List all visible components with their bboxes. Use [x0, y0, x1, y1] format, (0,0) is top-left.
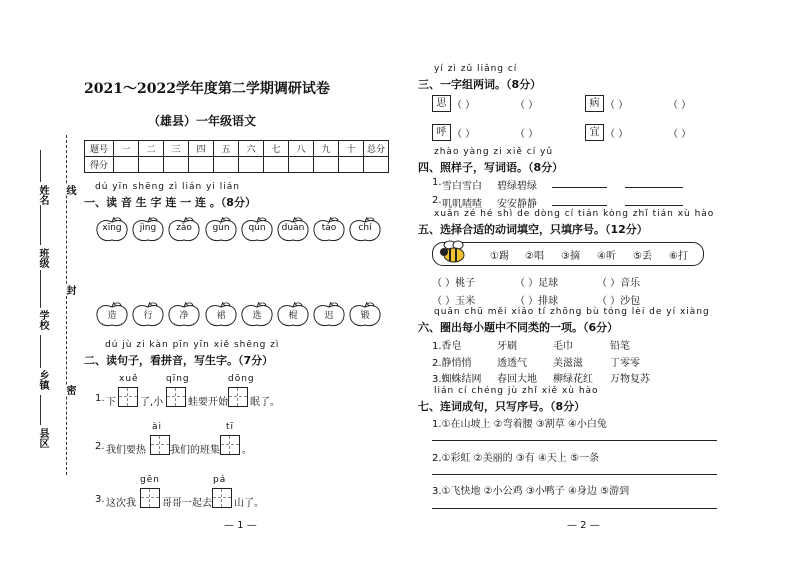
s2-item2-pinyin: ài: [152, 422, 163, 432]
s2-item3-pinyin: pá: [213, 475, 227, 485]
section1-title: 一、读 音 生 字 连 一 连 。（8分）: [84, 196, 256, 209]
page-number-2: — 2 —: [567, 520, 600, 531]
s6-word[interactable]: 铅笔: [610, 341, 630, 352]
s2-item2-pinyin: tī: [226, 422, 235, 432]
score-input-cell[interactable]: [264, 157, 289, 173]
binding-field-township: 乡镇: [37, 370, 48, 390]
apple-shape[interactable]: [312, 217, 346, 243]
s5-option: ④听: [597, 251, 616, 262]
s6-word[interactable]: 柳绿花红: [553, 374, 593, 385]
section3-title: 三、一字组两词。（8分）: [418, 78, 542, 91]
writing-box[interactable]: [228, 387, 248, 407]
s3-char-box: 宜: [585, 124, 604, 141]
exam-title: 2021～2022学年度第二学期调研试卷: [84, 81, 330, 97]
score-input-cell[interactable]: [114, 157, 139, 173]
s6-word[interactable]: 丁零零: [610, 358, 640, 369]
s6-word[interactable]: 毛巾: [553, 341, 573, 352]
s2-item2-part: 我们的班集: [170, 445, 220, 456]
s5-blank-item[interactable]: （ ）玉米: [432, 296, 476, 307]
s2-item1-part: 下: [106, 397, 116, 408]
s5-blank-item[interactable]: （ ）足球: [515, 278, 559, 289]
s2-item1-part: 了,小: [140, 397, 164, 408]
section7-title: 七、连词成句，只写序号。（8分）: [418, 400, 586, 413]
score-table-score-row: [85, 157, 389, 173]
binding-field-county-line: [40, 395, 41, 425]
apple-shape[interactable]: [312, 302, 346, 328]
s4-item-no: 2.: [432, 195, 442, 206]
s2-item1-pinyin: xuě: [119, 374, 139, 384]
s6-word[interactable]: 万物复苏: [610, 374, 650, 385]
apple-char: 净: [179, 311, 189, 321]
s6-word[interactable]: 美滋滋: [553, 358, 583, 369]
writing-box[interactable]: [118, 387, 138, 407]
section5-pinyin: xuǎn zé hé shì de dòng cí tián kòng zhǐ tián xù hào: [434, 209, 715, 219]
section6-pinyin: quān chū měi xiǎo tí zhōng bù tóng lèi de yí xiàng: [434, 307, 710, 317]
apple-shape[interactable]: [240, 217, 274, 243]
apple-pinyin: táo: [321, 223, 337, 233]
s7-answer-line[interactable]: [432, 508, 717, 509]
apple-char: 迟: [324, 311, 334, 321]
score-cell: 四: [189, 141, 214, 157]
s3-blank[interactable]: （ ）: [668, 100, 692, 111]
s3-blank[interactable]: （ ）: [515, 129, 539, 140]
section5-title: 五、选择合适的动词填空，只填序号。（12分）: [418, 223, 648, 236]
s7-item: 2.①彩虹 ②美丽的 ③有 ④天上 ⑤一条: [432, 453, 600, 464]
s3-blank[interactable]: （ ）: [605, 129, 629, 140]
score-table: [84, 140, 389, 173]
score-table-header-row: [85, 141, 389, 157]
score-input-cell[interactable]: [139, 157, 164, 173]
binding-field-class: 班级: [37, 248, 48, 268]
s4-item-example: 安安静静: [497, 199, 537, 210]
score-input-cell[interactable]: [364, 157, 389, 173]
s2-item1-pinyin: qīng: [166, 374, 190, 384]
writing-box[interactable]: [220, 435, 240, 455]
s6-word[interactable]: 透透气: [497, 358, 527, 369]
binding-mark-feng: 封: [64, 285, 75, 295]
s5-blank-item[interactable]: （ ）沙包: [597, 296, 641, 307]
apple-shape[interactable]: [240, 302, 274, 328]
apple-shape[interactable]: [348, 217, 382, 243]
section2-pinyin: dú jù zi kàn pīn yīn xiě shēng zì: [105, 340, 280, 350]
section3-pinyin: yí zì zǔ liǎng cí: [434, 64, 518, 74]
binding-mark-xian: 线: [64, 185, 75, 195]
s2-item3-no: 3.: [95, 494, 105, 505]
s2-item1-pinyin: dōng: [228, 374, 255, 384]
s5-blank-item[interactable]: （ ）音乐: [597, 278, 641, 289]
s4-blank[interactable]: [552, 187, 607, 188]
apple-shape[interactable]: [95, 217, 129, 243]
s4-blank[interactable]: [625, 187, 683, 188]
apple-shape[interactable]: [204, 217, 238, 243]
s3-blank[interactable]: （ ）: [452, 129, 476, 140]
s5-blank-item[interactable]: （ ）桃子: [432, 278, 476, 289]
apple-pinyin: chí: [358, 223, 372, 233]
s4-blank[interactable]: [552, 205, 607, 206]
s2-item2-part: 我们要热: [106, 445, 146, 456]
apple-pinyin: duàn: [281, 223, 305, 233]
binding-field-name: 姓名: [37, 185, 48, 205]
apple-shape[interactable]: [276, 217, 310, 243]
apple-pinyin: xīng: [102, 223, 122, 233]
score-input-cell[interactable]: [189, 157, 214, 173]
s5-option: ⑥打: [669, 251, 688, 262]
s2-item3-part: 哥哥一起去: [162, 498, 212, 509]
writing-box[interactable]: [166, 387, 186, 407]
apple-shape[interactable]: [131, 217, 165, 243]
binding-field-name-line: [40, 150, 41, 182]
apple-char: 裙: [216, 311, 226, 321]
apple-shape[interactable]: [95, 302, 129, 328]
score-cell: 七: [264, 141, 289, 157]
s7-item: 1.①在山坡上 ②弯着腰 ③割草 ④小白兔: [432, 419, 607, 430]
bee-icon: [438, 236, 468, 266]
binding-field-school: 学校: [37, 310, 48, 330]
score-cell: 三: [164, 141, 189, 157]
s6-word[interactable]: 3.蜘蛛结网: [432, 374, 482, 385]
s3-blank[interactable]: （ ）: [515, 100, 539, 111]
s4-item-word: 雪白雪白: [442, 181, 482, 192]
section2-title: 二、读句子，看拼音，写生字。（7分）: [84, 354, 274, 367]
s4-item-no: 1.: [432, 177, 442, 188]
writing-box[interactable]: [150, 435, 170, 455]
section7-pinyin: lián cí chéng jù zhǐ xiě xù hào: [434, 386, 599, 396]
apple-char: 锻: [360, 311, 370, 321]
s4-item-word: 叽叽喳喳: [442, 199, 482, 210]
s3-blank[interactable]: （ ）: [605, 100, 629, 111]
apple-char: 造: [107, 311, 117, 321]
exam-subtitle: （雄县）一年级语文: [148, 114, 257, 128]
s6-word[interactable]: 春回大地: [497, 374, 537, 385]
score-input-cell[interactable]: [239, 157, 264, 173]
score-cell: 六: [239, 141, 264, 157]
page-number-1: — 1 —: [224, 520, 257, 531]
s2-item2-part: 。: [242, 445, 252, 456]
s6-word[interactable]: 1.香皂: [432, 341, 462, 352]
apple-shape[interactable]: [348, 302, 382, 328]
score-input-cell[interactable]: [314, 157, 339, 173]
s5-blank-item[interactable]: （ ）排球: [515, 296, 559, 307]
s2-item3-part: 山了。: [234, 498, 264, 509]
score-cell: 一: [114, 141, 139, 157]
s3-char-box: 呼: [432, 124, 451, 141]
score-cell: 题号: [85, 141, 114, 157]
s7-answer-line[interactable]: [432, 440, 717, 441]
apple-shape[interactable]: [276, 302, 310, 328]
s3-char-box: 思: [432, 95, 451, 112]
binding-field-school-line: [40, 270, 41, 308]
score-cell: 八: [289, 141, 314, 157]
apple-char: 选: [252, 311, 262, 321]
apple-char: 行: [143, 311, 153, 321]
s2-item3-pinyin: gēn: [140, 475, 160, 485]
s6-word[interactable]: 牙刷: [497, 341, 517, 352]
score-input-cell[interactable]: [164, 157, 189, 173]
apple-shape[interactable]: [167, 217, 201, 243]
s5-option: ⑤丢: [633, 251, 652, 262]
s2-item1-part: 蛙要开始: [188, 397, 228, 408]
score-cell: 二: [139, 141, 164, 157]
apple-pinyin: jìng: [139, 223, 157, 233]
section4-pinyin: zhào yàng zi xiě cí yǔ: [434, 147, 554, 157]
score-row-label: 得分: [85, 157, 114, 173]
writing-box[interactable]: [140, 488, 160, 508]
s5-option: ②唱: [525, 251, 544, 262]
s7-item: 3.①飞快地 ②小公鸡 ③小鸭子 ④身边 ⑤游到: [432, 486, 630, 497]
s2-item3-part: 这次我: [106, 498, 136, 509]
section6-title: 六、圈出每小题中不同类的一项。（6分）: [418, 321, 619, 334]
s7-answer-line[interactable]: [432, 474, 717, 475]
s3-blank[interactable]: （ ）: [668, 129, 692, 140]
score-cell: 五: [214, 141, 239, 157]
binding-field-township-line: [40, 335, 41, 368]
s4-blank[interactable]: [625, 205, 683, 206]
binding-field-class-line: [40, 205, 41, 245]
s3-char-box: 病: [585, 95, 604, 112]
score-cell: 总分: [364, 141, 389, 157]
section4-title: 四、照样子，写词语。（8分）: [418, 161, 564, 174]
section1-pinyin: dú yīn shēng zì lián yi lián: [95, 182, 240, 192]
s2-item1-no: 1.: [95, 393, 105, 404]
binding-field-county: 县区: [37, 428, 48, 448]
s5-option: ③摘: [561, 251, 580, 262]
apple-pinyin: gùn: [212, 223, 230, 233]
s6-word[interactable]: 2.静悄悄: [432, 358, 472, 369]
s2-item2-no: 2.: [95, 441, 105, 452]
apple-char: 棍: [288, 311, 298, 321]
score-input-cell[interactable]: [339, 157, 364, 173]
score-cell: 九: [314, 141, 339, 157]
apple-shape[interactable]: [167, 302, 201, 328]
writing-box[interactable]: [212, 488, 232, 508]
score-input-cell[interactable]: [214, 157, 239, 173]
score-input-cell[interactable]: [289, 157, 314, 173]
score-cell: 十: [339, 141, 364, 157]
binding-mark-mi: 密: [64, 385, 75, 395]
s4-item-example: 碧绿碧绿: [497, 181, 537, 192]
s2-item1-part: 眠了。: [250, 397, 280, 408]
s5-option: ①踢: [490, 251, 509, 262]
s3-blank[interactable]: （ ）: [452, 100, 476, 111]
apple-shape[interactable]: [131, 302, 165, 328]
apple-pinyin: zào: [176, 223, 192, 233]
apple-pinyin: qún: [248, 223, 266, 233]
apple-shape[interactable]: [204, 302, 238, 328]
